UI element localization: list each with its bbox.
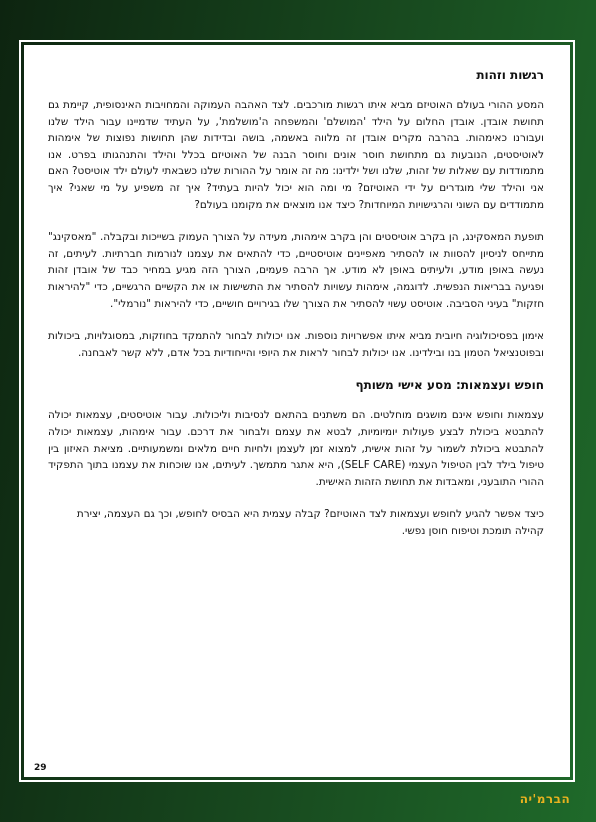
paragraph: המסע ההורי בעולם האוטיזם מביא איתו רגשות מורכבים. לצד האהבה העמוקה והמחויבות האינסופית, קיימת גם תחושת אובדן. אובדן החלום על הילד 'המושלם' והמשפחה ה'מושלמת', על העתיד שדמיינו עבור הילד שלנו ועבורנו כאימהות. בהרבה מקרים אובדן זה מלווה באשמה, בושה ובדידות שהן תחושות נפוצות של אימהות לאוטיסטים, הנובעות גם מתחושת חוסר אונים וחוסר הבנה של האוטיזם בכלל והילד והתנהגותו בפרט. אנו מתמודדות עם שאלות של זהות, שלנו ושל ילדינו: מה זה אומר על ההורות שלנו כשבאתי לעולם ילד אוטיסט? האם אני והילד שלי מוגדרים על ידי האוטיזם? מי ומה הוא יכול להיות בעתיד? איך זה משפיע על מי שאני? איך מתמודדים עם השוני והרגישויות המיוחדות? כיצד אנו מוצאים את מקומנו בעולם?: [48, 99, 544, 211]
footer-brand: הברמ'יה: [519, 792, 571, 806]
paragraph: תופעת המאסקינג, הן בקרב אוטיסטים והן בקרב אימהות, מעידה על הצורך העמוק בשייכות ובקבלה. "מאסקינג" מתייחס לניסיון להסוות או להסתיר מאפיינים אוטיסטיים, כדי להתאים את עצמנו לנורמות חברתיות. לעיתים, זה נעשה באופן מודע, ולעיתים באופן לא מודע. אך הרבה פעמים, הצורך הזה מגיע במחיר כבד של אובדן זהות ופגיעה בבריאות הנפשית. לדוגמה, אימהות עשויות להסתיר את התשישות או את הקשיים הרגשיים, כדי "להיראות חזקות" בעיני הסביבה. אוטיסט עשוי להסתיר את הצורך שלו בגירויים חושיים, כדי להיראות "נורמלי".: [48, 231, 544, 310]
section-heading-emotions: רגשות וזהות: [476, 68, 544, 82]
article-body: [48, 67, 544, 555]
page-number: 29: [34, 763, 47, 773]
section-heading-freedom: חופש ועצמאות: מסע אישי משותף: [355, 378, 544, 393]
paragraph: עצמאות וחופש אינם מושגים מוחלטים. הם משתנים בהתאם לנסיבות וליכולות. עבור אוטיסטים, עצמאות יכולה להתבטא ביכולת לבצע פעולות יומיומיות, לבטא את עצמם ולבחור את דרכם. עבור אימהות, עצמאות יכולה להתבטא ביכולת לשמור על זהות אישית, למצוא זמן לעצמן ולחיות חיים מלאים ומשמעותיים. מציאת האיזון בין טיפול בילד לבין הטיפול העצמי (SELF CARE), היא אתגר מתמשך. לעיתים, אנו שוכחות את עצמנו בתוך התפקיד ההורי התובעני, ומאבדות את תחושת הזהות האישית.: [48, 409, 544, 488]
document-page: [24, 45, 570, 777]
paragraph: כיצד אפשר להגיע לחופש ועצמאות לצד האוטיזם? קבלה עצמית היא הבסיס לחופש, וכך גם העצמה, יצירת קהילה תומכת וטיפוח חוסן נפשי.: [76, 508, 544, 537]
paragraph: אימון בפסיכולוגיה חיובית מביא איתו אפשרויות נוספות. אנו יכולות לבחור להתמקד בחוזקות, במסוגלויות, ביכולות ובפוטנציאל הטמון בנו ובילדינו. אנו יכולות לבחור לראות את היופי והייחודיות בכל אדם, ללא קשר לאבחנה.: [48, 330, 544, 359]
